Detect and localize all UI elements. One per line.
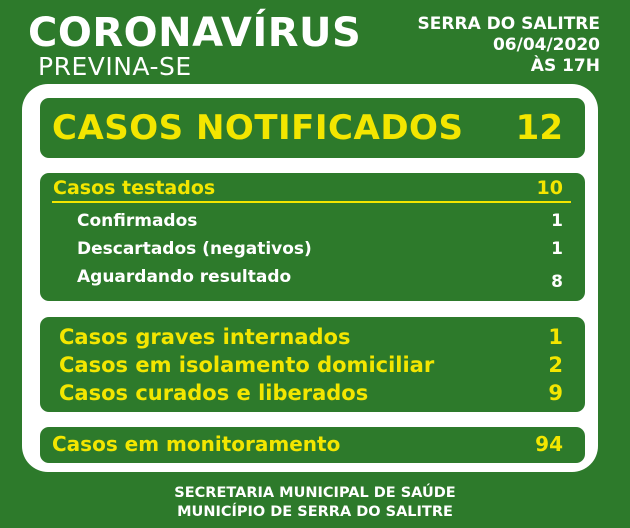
case-status-box — [40, 317, 585, 412]
monitoring-value: 94 — [535, 432, 563, 456]
home-isolation-label: Casos em isolamento domiciliar — [59, 353, 435, 377]
notified-cases-value: 12 — [515, 108, 563, 148]
hospitalized-row — [59, 325, 563, 349]
footer-municipality: MUNICÍPIO DE SERRA DO SALITRE — [177, 504, 453, 520]
awaiting-label: Aguardando resultado — [77, 267, 292, 287]
page-title: CORONAVÍRUS — [28, 10, 362, 56]
tested-cases-label: Casos testados — [53, 177, 216, 199]
home-isolation-value: 2 — [548, 353, 563, 377]
awaiting-row — [77, 267, 563, 292]
page-subtitle: PREVINA-SE — [38, 52, 192, 81]
confirmed-value: 1 — [551, 211, 563, 231]
recovered-value: 9 — [548, 381, 563, 405]
home-isolation-row — [59, 353, 563, 377]
recovered-row — [59, 381, 563, 405]
divider — [52, 201, 571, 203]
tested-cases-value: 10 — [536, 177, 563, 199]
recovered-label: Casos curados e liberados — [59, 381, 369, 405]
report-time: ÀS 17H — [530, 56, 600, 76]
header-info — [418, 14, 600, 77]
monitoring-box — [40, 427, 585, 463]
side-code — [4, 470, 10, 514]
hospitalized-label: Casos graves internados — [59, 325, 351, 349]
hospitalized-value: 1 — [548, 325, 563, 349]
report-date: 06/04/2020 — [492, 35, 600, 55]
confirmed-label: Confirmados — [77, 211, 198, 231]
footer — [0, 484, 630, 522]
tested-cases-box — [40, 173, 585, 301]
awaiting-value: 8 — [551, 272, 563, 292]
notified-cases-label: CASOS NOTIFICADOS — [52, 108, 464, 148]
discarded-row — [77, 239, 563, 259]
footer-department: SECRETARIA MUNICIPAL DE SAÚDE — [174, 485, 456, 501]
city-name: SERRA DO SALITRE — [417, 14, 600, 34]
confirmed-row — [77, 211, 563, 231]
discarded-value: 1 — [551, 239, 563, 259]
monitoring-label: Casos em monitoramento — [52, 432, 341, 456]
notified-cases-box — [40, 98, 585, 158]
discarded-label: Descartados (negativos) — [77, 239, 312, 259]
